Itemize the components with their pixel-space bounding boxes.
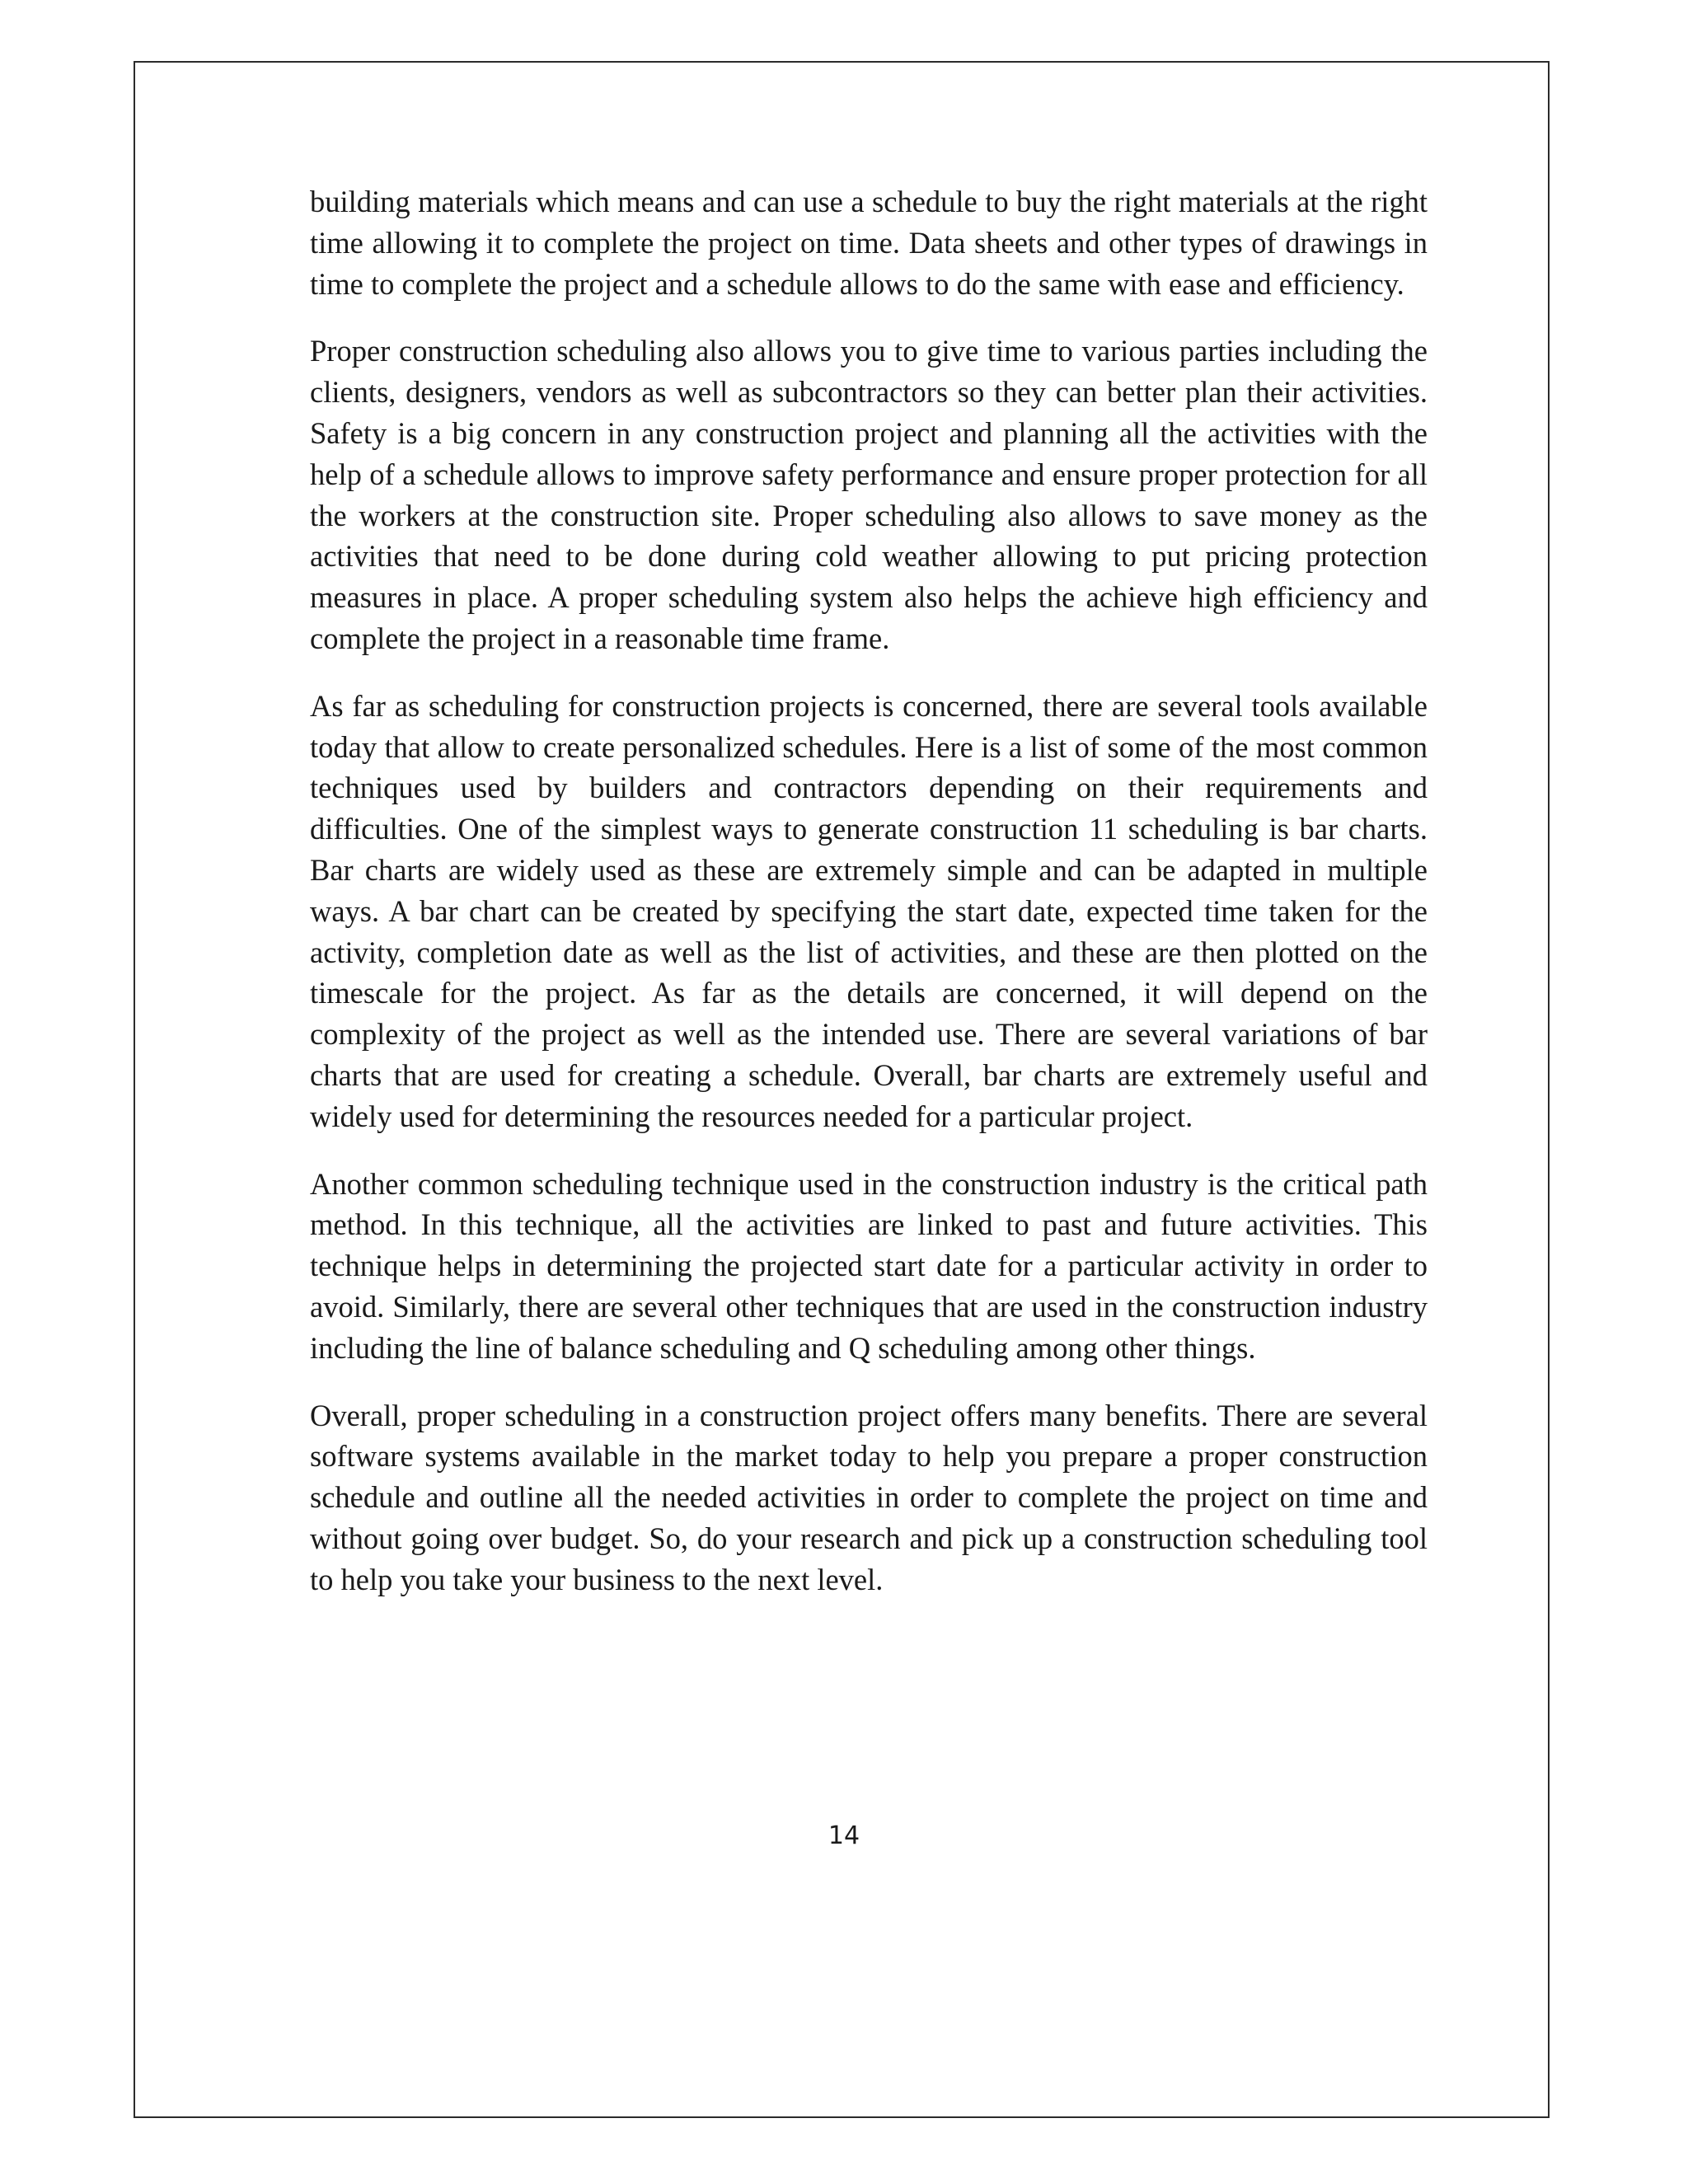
paragraph-5: Overall, proper scheduling in a construction project offers many benefits. There are several software systems available in the market today to help you prepare a proper construction schedule and outline all the needed activities in order to complete the project on time and without going over budget. So, do your research and pick up a construction scheduling tool to help you take your business to the next level. bbox=[310, 1398, 1428, 1596]
paragraph-3: As far as scheduling for construction projects is concerned, there are several tools available today that allow to create personalized schedules. Here is a list of some of the most common techniques used by builders and contractors depending on their requirements and difficulties. One of the simplest ways to generate construction 11 scheduling is bar charts. Bar charts are widely used as these are extremely simple and can be adapted in multiple ways. A bar chart can be created by specifying the start date, expected time taken for the activity, completion date as well as the list of activities, and these are then plotted on the timescale for the project. As far as the details are concerned, it will depend on the complexity of the project as well as the intended use. There are several variations of bar charts that are used for creating a schedule. Overall, bar charts are extremely useful and widely used for determining the resources needed for a particular project. bbox=[310, 688, 1428, 1133]
paragraph-1: building materials which means and can use a schedule to buy the right materials at the right time allowing it to complete the project on time. Data sheets and other types of drawings in time to complete the project and a schedule allows to do the same with ease and efficiency. bbox=[310, 185, 1428, 301]
page-number: 14 bbox=[828, 1821, 860, 1850]
document-body bbox=[310, 181, 1428, 1627]
paragraph-2: Proper construction scheduling also allows you to give time to various parties including the clients, designers, vendors as well as subcontractors so they can better plan their activities. Safety is a big concern in any construction project and planning all the activities with the help of a schedule allows to improve safety performance and ensure proper protection for all the workers at the construction site. Proper scheduling also allows to save money as the activities that need to be done during cold weather allowing to put pricing protection measures in place. A proper scheduling system also helps the achieve high efficiency and complete the project in a reasonable time frame. bbox=[310, 334, 1428, 655]
paragraph-4: Another common scheduling technique used in the construction industry is the critical path method. In this technique, all the activities are linked to past and future activities. This technique helps in determining the projected start date for a particular activity in order to avoid. Similarly, there are several other techniques that are used in the construction industry including the line of balance scheduling and Q scheduling among other things. bbox=[310, 1166, 1428, 1365]
